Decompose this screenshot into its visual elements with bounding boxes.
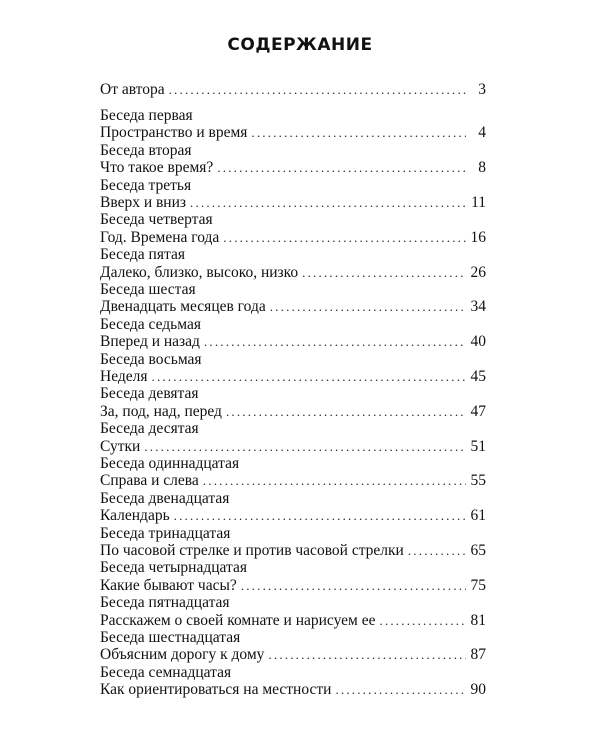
- toc-entry-heading: Беседа четырнадцатая: [100, 559, 247, 577]
- toc-entry-title: От автора: [100, 81, 165, 98]
- toc-entry-page-number: 3: [478, 81, 486, 98]
- toc-entry[interactable]: [100, 106, 486, 141]
- dot-leader: [302, 263, 466, 282]
- toc-entry-title: Вверх и вниз: [100, 193, 187, 211]
- toc-entry-title-line: [100, 228, 486, 245]
- toc-entry[interactable]: [100, 384, 486, 419]
- toc-entry-page-number: 40: [470, 333, 486, 351]
- toc-entry-title: Объясним дорогу к дому: [100, 646, 265, 664]
- toc-entry-page-number: 45: [470, 367, 486, 385]
- toc-entry-heading-line: [100, 280, 486, 297]
- toc-entry-page-number: 55: [470, 472, 486, 490]
- toc-entry-title-line: [100, 541, 486, 558]
- dot-leader: [152, 367, 467, 386]
- toc-entry-heading-line: [100, 524, 486, 541]
- toc-entry[interactable]: [100, 80, 486, 106]
- toc-entry-title: Далеко, близко, высоко, низко: [100, 263, 299, 281]
- dot-leader: [203, 471, 466, 490]
- toc-entry-title: Двенадцать месяцев года: [100, 298, 266, 316]
- toc-entry-title: Расскажем о своей комнате и нарисуем ее: [100, 611, 376, 629]
- toc-entry[interactable]: [100, 141, 486, 176]
- toc-entry-page-number: 61: [470, 507, 486, 525]
- toc-entry-title-line: [100, 158, 486, 175]
- toc-entry-heading: Беседа шестая: [100, 280, 196, 298]
- toc-entry[interactable]: [100, 558, 486, 593]
- toc-entry-title-line: [100, 611, 486, 628]
- toc-entry-title: Справа и слева: [100, 472, 199, 490]
- toc-entry-heading: Беседа восьмая: [100, 350, 202, 368]
- toc-entry-title: Неделя: [100, 367, 148, 385]
- toc-entry-title-line: [100, 367, 486, 384]
- dot-leader: [217, 158, 466, 177]
- toc-entry[interactable]: [100, 419, 486, 454]
- dot-leader: [270, 297, 466, 316]
- toc-entry-heading-line: [100, 663, 486, 680]
- toc-entry-heading: Беседа пятая: [100, 246, 185, 264]
- toc-entry-page-number: 34: [470, 298, 486, 316]
- toc-entry-title: За, под, над, перед: [100, 402, 222, 420]
- toc-entry[interactable]: [100, 210, 486, 245]
- dot-leader: [174, 506, 466, 525]
- dot-leader: [226, 402, 466, 421]
- toc-entry-title: Как ориентироваться на местности: [100, 681, 332, 699]
- toc-entry[interactable]: [100, 628, 486, 663]
- toc-entry-title-line: [100, 332, 486, 349]
- dot-leader: [144, 437, 466, 456]
- dot-leader: [335, 680, 466, 699]
- toc-entry-title: Календарь: [100, 507, 170, 525]
- toc-entry-heading-line: [100, 350, 486, 367]
- dot-leader: [223, 228, 466, 247]
- toc-entry-title-line: [100, 297, 486, 314]
- dot-leader: [204, 332, 466, 351]
- toc-entry-page-number: 8: [478, 159, 486, 177]
- toc-entry[interactable]: [100, 454, 486, 489]
- toc-entry[interactable]: [100, 176, 486, 211]
- dot-leader: [379, 611, 466, 630]
- toc-entry-heading: Беседа седьмая: [100, 315, 201, 333]
- toc-entry-page-number: 81: [470, 611, 486, 629]
- toc-entry-title-line: [100, 437, 486, 454]
- toc-entry-heading: Беседа десятая: [100, 420, 199, 438]
- toc-entry-title: Вперед и назад: [100, 333, 200, 351]
- toc-entry-heading-line: [100, 558, 486, 575]
- toc-entry-title: Что такое время?: [100, 159, 214, 177]
- toc-entry-heading: Беседа девятая: [100, 385, 199, 403]
- toc-entry-heading: Беседа двенадцатая: [100, 489, 230, 507]
- toc-entry-title: По часовой стрелке и против часовой стрелки: [100, 541, 404, 559]
- dot-leader: [241, 576, 466, 595]
- toc-entry-page-number: 11: [471, 193, 486, 211]
- toc-entry-heading: Беседа одиннадцатая: [100, 454, 240, 472]
- toc-entry-page-number: 90: [470, 681, 486, 699]
- toc-entry-heading-line: [100, 141, 486, 158]
- toc-entry-heading: Беседа четвертая: [100, 211, 213, 229]
- toc-entry-heading: Беседа семнадцатая: [100, 663, 232, 681]
- table-of-contents: [100, 80, 486, 698]
- toc-entry-heading-line: [100, 210, 486, 227]
- toc-entry-heading-line: [100, 593, 486, 610]
- toc-entry-heading-line: [100, 176, 486, 193]
- toc-entry-title-line: [100, 471, 486, 488]
- toc-entry[interactable]: [100, 280, 486, 315]
- toc-entry-title-line: [100, 506, 486, 523]
- toc-entry-page-number: 26: [470, 263, 486, 281]
- toc-entry-page-number: 51: [470, 437, 486, 455]
- toc-entry-heading: Беседа третья: [100, 176, 192, 194]
- toc-entry-page-number: 16: [470, 228, 486, 246]
- toc-entry-heading: Беседа тринадцатая: [100, 524, 231, 542]
- toc-entry-heading-line: [100, 419, 486, 436]
- toc-entry-page-number: 65: [470, 541, 486, 559]
- toc-entry-heading-line: [100, 315, 486, 332]
- toc-entry-heading: Беседа первая: [100, 107, 193, 124]
- toc-entry-heading: Беседа шестнадцатая: [100, 628, 241, 646]
- toc-entry[interactable]: [100, 593, 486, 628]
- toc-entry-heading-line: [100, 384, 486, 401]
- toc-entry-title: Пространство и время: [100, 124, 248, 142]
- dot-leader: [268, 645, 466, 664]
- toc-entry-title-line: [100, 645, 486, 662]
- dot-leader: [169, 80, 466, 99]
- toc-entry[interactable]: [100, 350, 486, 385]
- dot-leader: [190, 193, 466, 212]
- dot-leader: [408, 541, 466, 560]
- toc-entry-heading-line: [100, 628, 486, 645]
- toc-entry[interactable]: [100, 489, 486, 524]
- toc-entry-title: Какие бывают часы?: [100, 576, 237, 594]
- toc-entry-heading-line: [100, 245, 486, 262]
- toc-entry-heading-line: [100, 106, 486, 123]
- toc-entry-title-line: [100, 402, 486, 419]
- toc-entry-title-line: [100, 80, 486, 97]
- toc-entry-title-line: [100, 576, 486, 593]
- dot-leader: [251, 123, 466, 142]
- toc-entry-title: Год. Времена года: [100, 228, 220, 246]
- toc-entry-heading: Беседа вторая: [100, 141, 192, 159]
- toc-entry[interactable]: [100, 315, 486, 350]
- toc-entry-page-number: 87: [470, 646, 486, 664]
- toc-entry[interactable]: [100, 524, 486, 559]
- toc-entry-page-number: 4: [478, 124, 486, 142]
- toc-entry[interactable]: [100, 663, 486, 698]
- toc-entry-heading: Беседа пятнадцатая: [100, 594, 230, 612]
- toc-entry-title-line: [100, 123, 486, 140]
- toc-entry-title-line: [100, 193, 486, 210]
- toc-entry-title-line: [100, 263, 486, 280]
- toc-entry-title: Сутки: [100, 437, 141, 455]
- page-title: СОДЕРЖАНИЕ: [227, 35, 373, 55]
- toc-entry-heading-line: [100, 454, 486, 471]
- toc-entry-page-number: 75: [470, 576, 486, 594]
- toc-entry-title-line: [100, 680, 486, 697]
- toc-entry-heading-line: [100, 489, 486, 506]
- toc-entry-page-number: 47: [470, 402, 486, 420]
- toc-entry[interactable]: [100, 245, 486, 280]
